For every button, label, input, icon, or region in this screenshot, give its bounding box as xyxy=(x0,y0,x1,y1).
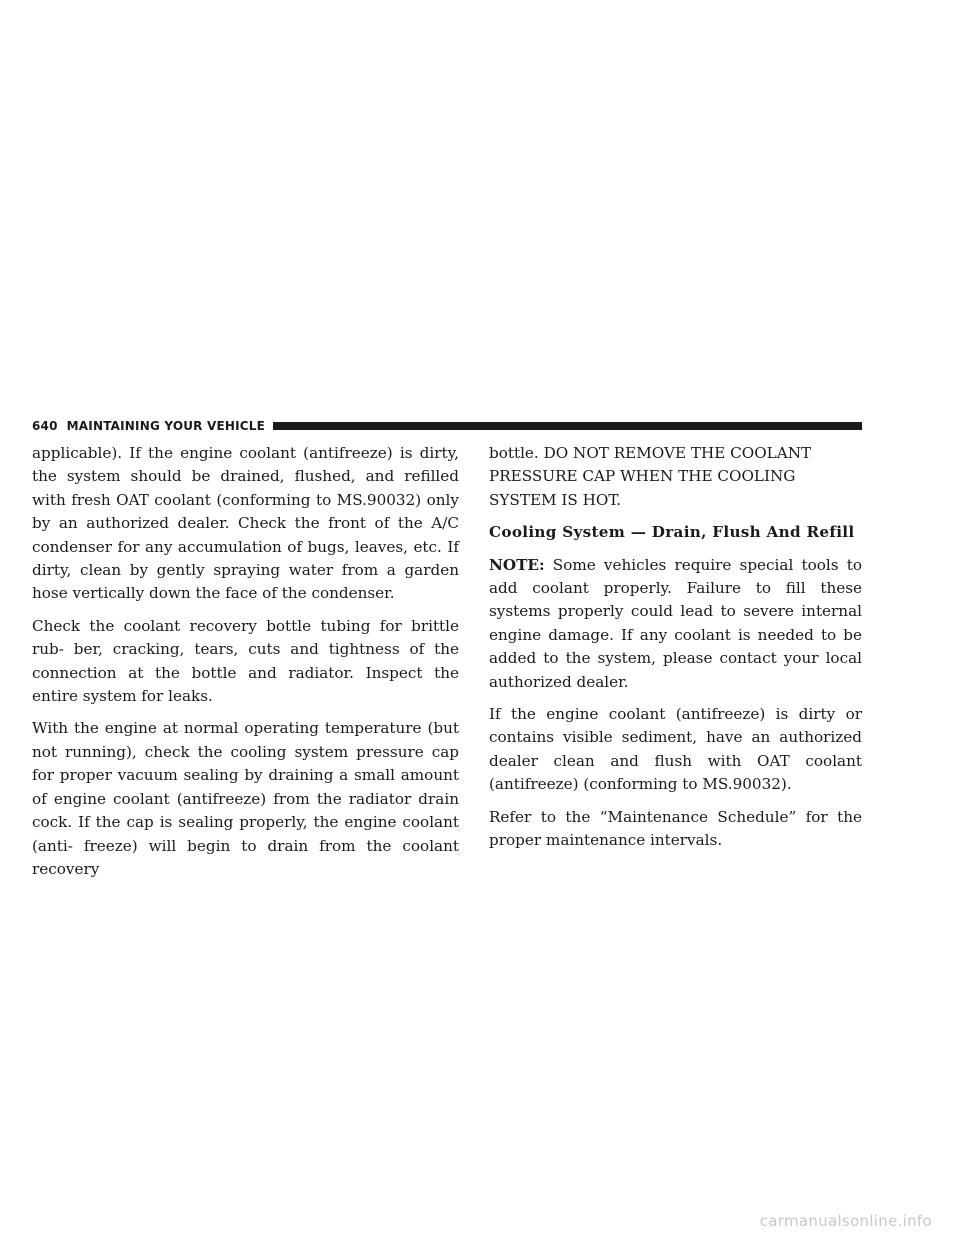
right-paragraph-3: Refer to the “Maintenance Schedule” for the proper maintenance intervals. xyxy=(489,807,862,850)
left-paragraph-2: Check the coolant recovery bottle tubing for brittle rub- ber, cracking, tears, cuts and tightness of the connection at the bottle and radiator. Inspect the entire system for leaks. xyxy=(32,616,459,706)
header-rule xyxy=(273,422,862,430)
note-paragraph xyxy=(489,554,862,694)
watermark-text: carmanualsonline.info xyxy=(759,1212,932,1230)
section-title: MAINTAINING YOUR VEHICLE xyxy=(66,419,266,433)
section-heading: Cooling System — Drain, Flush And Refill xyxy=(489,523,855,542)
page-number: 640 xyxy=(32,419,58,433)
right-paragraph-2: If the engine coolant (antifreeze) is dirty or contains visible sediment, have an authorized dealer clean and flush with OAT coolant (antifreeze) (conforming to MS.90032). xyxy=(489,705,862,794)
left-column xyxy=(32,442,459,890)
right-column xyxy=(489,442,862,862)
left-paragraph-3: With the engine at normal operating temperature (but not running), check the cooling system pressure cap for proper vacuum sealing by draining a small amount of engine coolant (antifreeze) from the radiator drain cock. If the cap is sealing properly, the engine coolant (anti- freeze) will begin to drain from the coolant recovery xyxy=(32,719,459,878)
page-header xyxy=(32,416,862,436)
note-text: Some vehicles require special tools to add coolant properly. Failure to fill these systems properly could lead to severe internal engine damage. If any coolant is needed to be added to the system, please contact your local authorized dealer. xyxy=(489,555,862,691)
note-label: NOTE: xyxy=(489,555,545,574)
left-paragraph-1: applicable). If the engine coolant (antifreeze) is dirty, the system should be drained, flushed, and refilled with fresh OAT coolant (conforming to MS.90032) only by an authorized dealer. Check the front of the A/C condenser for any accumulation of bugs, leaves, etc. If dirty, clean by gently spraying water from a garden hose vertically down the face of the condenser. xyxy=(32,444,459,603)
right-paragraph-1: bottle. DO NOT REMOVE THE COOLANT PRESSURE CAP WHEN THE COOLING SYSTEM IS HOT. xyxy=(489,444,812,509)
